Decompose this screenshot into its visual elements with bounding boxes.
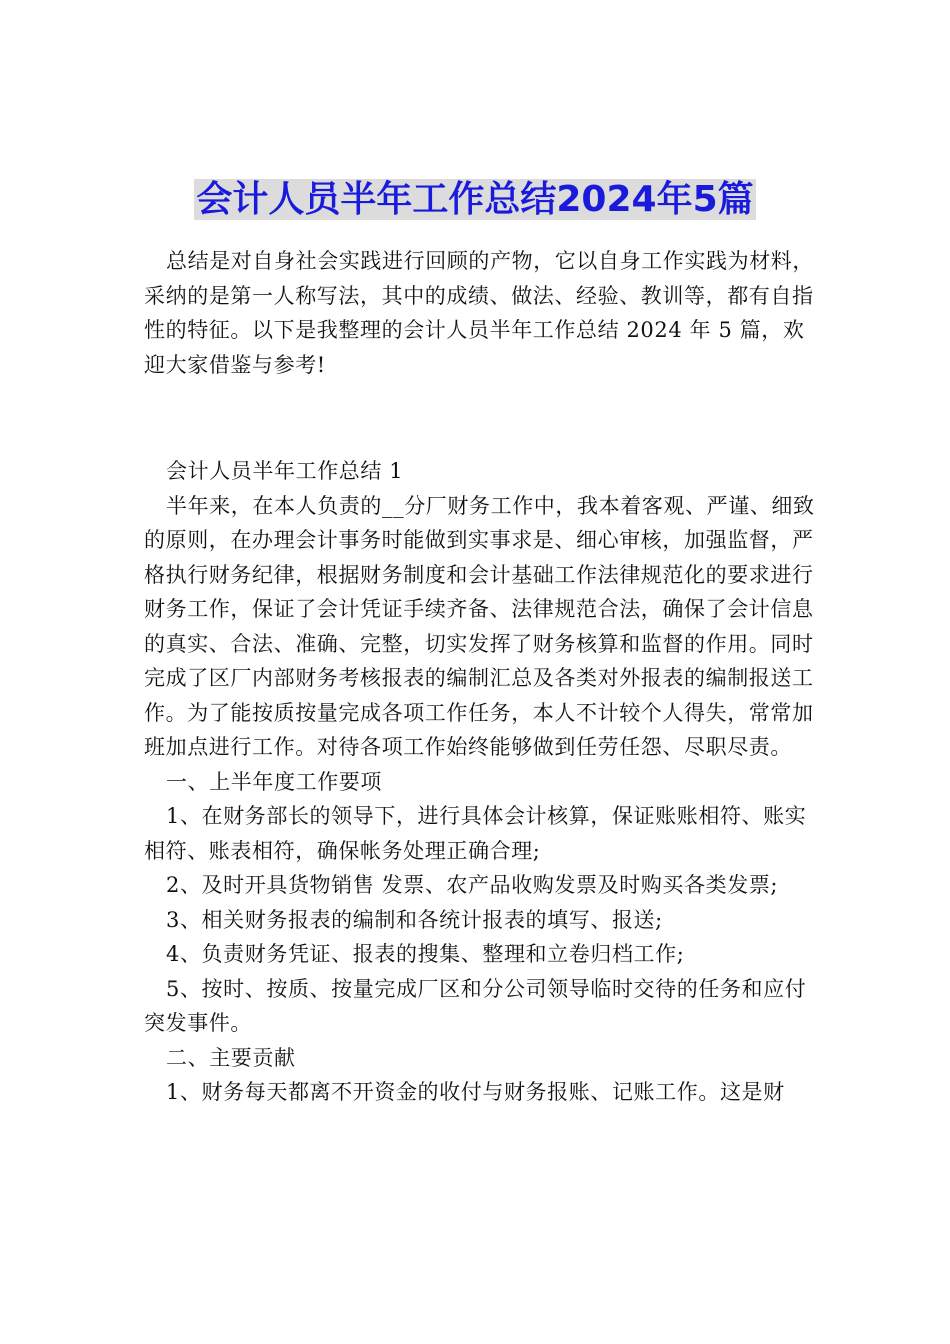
main-block <box>144 454 824 1110</box>
paragraph: 5、按时、按质、按量完成厂区和分公司领导临时交待的任务和应付突发事件。 <box>144 976 807 1035</box>
section-heading: 会计人员半年工作总结 1 <box>166 459 404 483</box>
paragraph: 二、主要贡献 <box>166 1045 296 1070</box>
paragraph: 4、负责财务凭证、报表的搜集、整理和立卷归档工作; <box>166 942 685 966</box>
paragraph: 3、相关财务报表的编制和各统计报表的填写、报送; <box>166 907 663 932</box>
paragraph: 一、上半年度工作要项 <box>166 769 382 794</box>
document-title-text: 会计人员半年工作总结2024年5篇 <box>196 179 754 220</box>
intro-block <box>144 244 824 382</box>
document-title <box>0 176 950 224</box>
paragraph: 半年来，在本人负责的__分厂财务工作中，我本着客观、严谨、细致的原则，在办理会计事务时能做到实事求是、细心审核，加强监督，严格执行财务纪律，根据财务制度和会计基础工作法律规范化的要求进行财务工作，保证了会计凭证手续齐备、法律规范合法，确保了会计信息的真实、合法、准确、完整，切实发挥了财务核算和监督的作用。同时完成了区厂内部财务考核报表的编制汇总及各类对外报表的编制报送工作。为了能按质按量完成各项工作任务，本人不计较个人得失，常常加班加点进行工作。对待各项工作始终能够做到任劳任怨、尽职尽责。 <box>144 493 815 759</box>
intro-paragraph: 总结是对自身社会实践进行回顾的产物，它以自身工作实践为材料，采纳的是第一人称写法，其中的成绩、做法、经验、教训等，都有自指性的特征。以下是我整理的会计人员半年工作总结 2024 年 5 篇，欢迎大家借鉴与参考! <box>144 249 814 377</box>
paragraph: 2、及时开具货物销售 发票、农产品收购发票及时购买各类发票; <box>166 873 779 897</box>
paragraph: 1、在财务部长的领导下，进行具体会计核算，保证账账相符、账实相符、账表相符，确保帐务处理正确合理; <box>144 804 807 863</box>
paragraph: 1、财务每天都离不开资金的收付与财务报账、记账工作。这是财 <box>166 1080 785 1104</box>
